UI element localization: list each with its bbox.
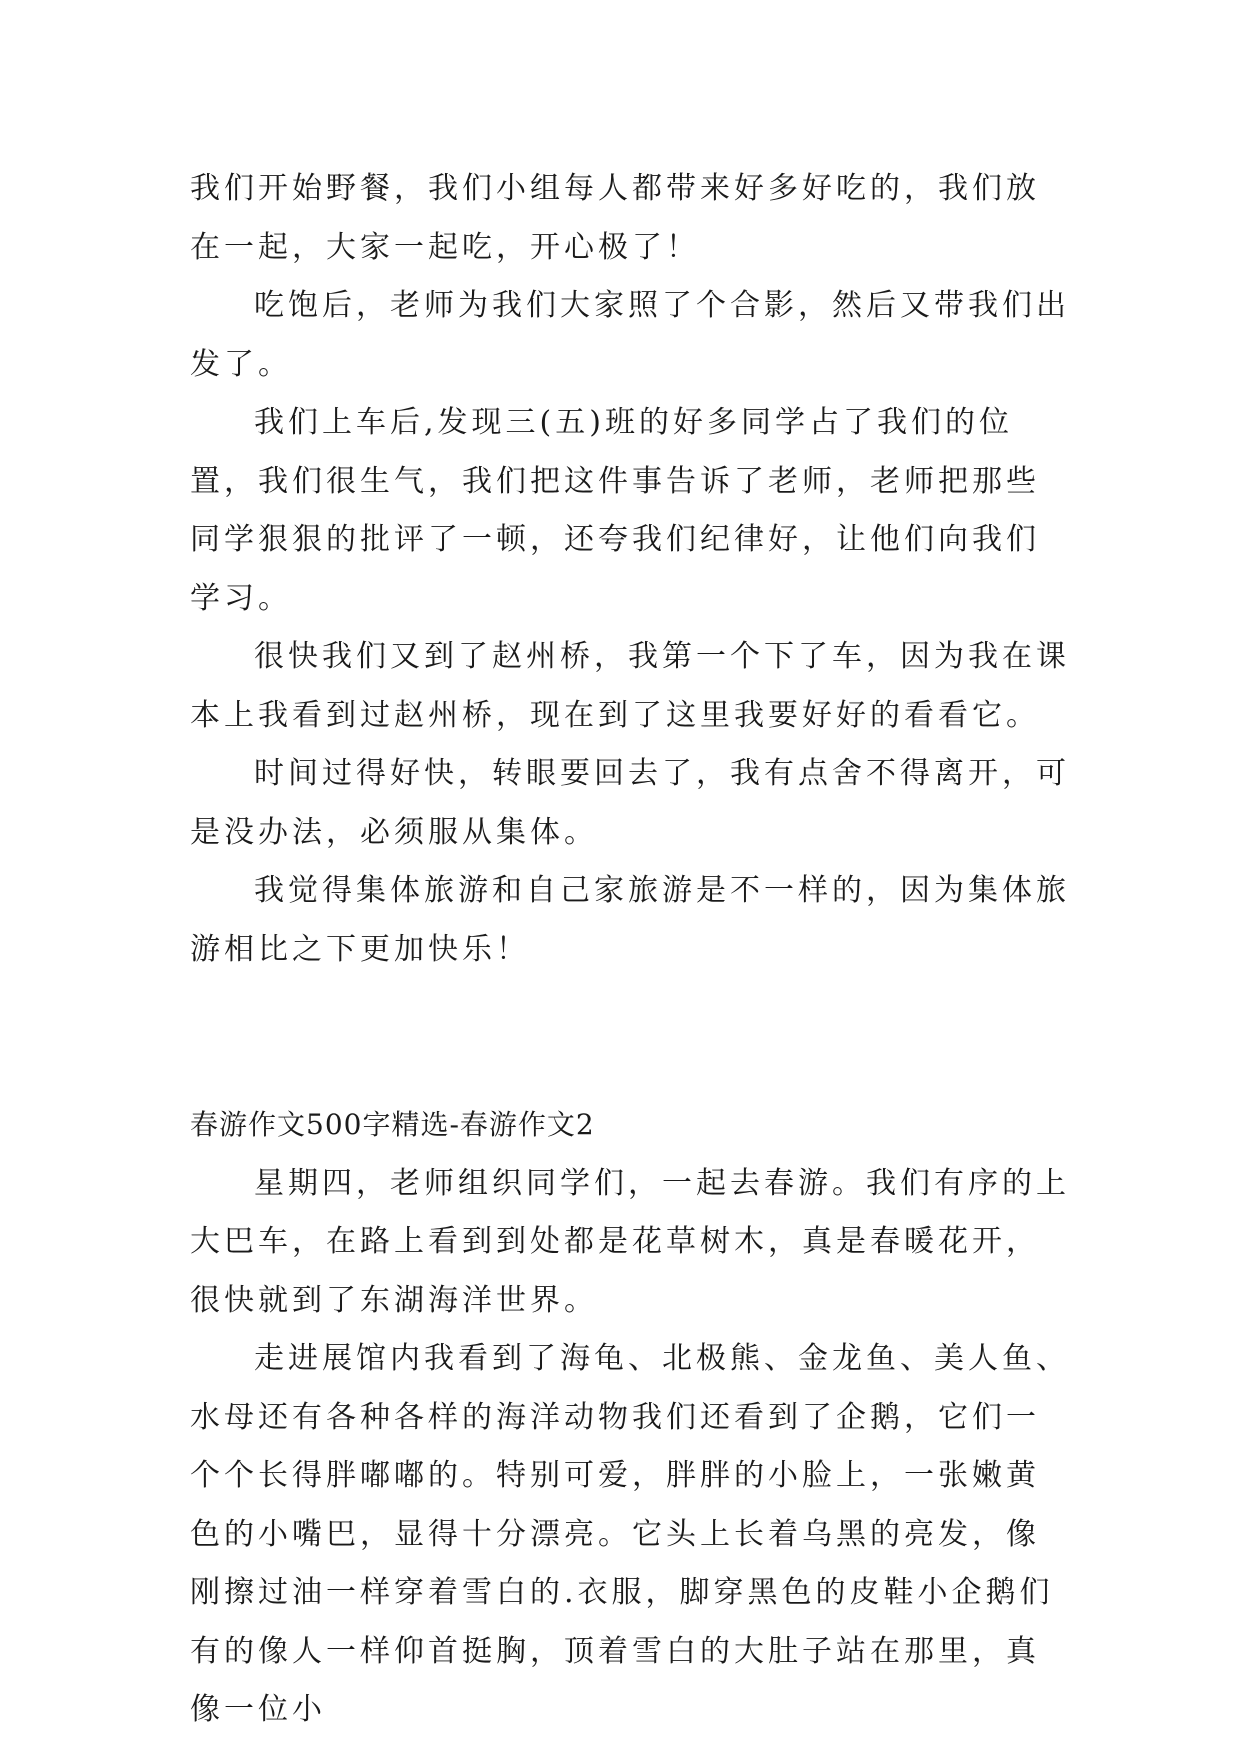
document-body: [190, 160, 1070, 1740]
paragraph-conclusion: 我觉得集体旅游和自己家旅游是不一样的，因为集体旅游相比之下更加快乐！: [190, 873, 1070, 967]
section-heading: 春游作文500字精选-春游作文2: [190, 1108, 595, 1141]
paragraph-zhaozhou-bridge: 很快我们又到了赵州桥，我第一个下了车，因为我在课本上我看到过赵州桥，现在到了这里我要好好的看看它。: [190, 639, 1070, 733]
paragraph-picnic: 我们开始野餐，我们小组每人都带来好多好吃的，我们放在一起，大家一起吃，开心极了！: [190, 171, 1040, 265]
section-gap: [190, 979, 1070, 1096]
paragraph-ocean-world: 走进展馆内我看到了海龟、北极熊、金龙鱼、美人鱼、水母还有各种各样的海洋动物我们还看到了企鹅，它们一个个长得胖嘟嘟的。特别可爱，胖胖的小脸上，一张嫩黄色的小嘴巴，显得十分漂亮。它头上长着乌黑的亮发，像刚擦过油一样穿着雪白的.衣服，脚穿黑色的皮鞋小企鹅们有的像人一样仰首挺胸，顶着雪白的大肚子站在那里，真像一位小: [190, 1341, 1070, 1727]
paragraph-time-to-leave: 时间过得好快，转眼要回去了，我有点舍不得离开，可是没办法，必须服从集体。: [190, 756, 1070, 850]
paragraph-group-photo: 吃饱后，老师为我们大家照了个合影，然后又带我们出发了。: [190, 288, 1070, 382]
paragraph-bus-seats: 我们上车后,发现三(五)班的好多同学占了我们的位置，我们很生气，我们把这件事告诉了老师，老师把那些同学狠狠的批评了一顿，还夸我们纪律好，让他们向我们学习。: [190, 405, 1040, 616]
paragraph-spring-outing: 星期四，老师组织同学们，一起去春游。我们有序的上大巴车，在路上看到到处都是花草树木，真是春暖花开，很快就到了东湖海洋世界。: [190, 1165, 1070, 1318]
